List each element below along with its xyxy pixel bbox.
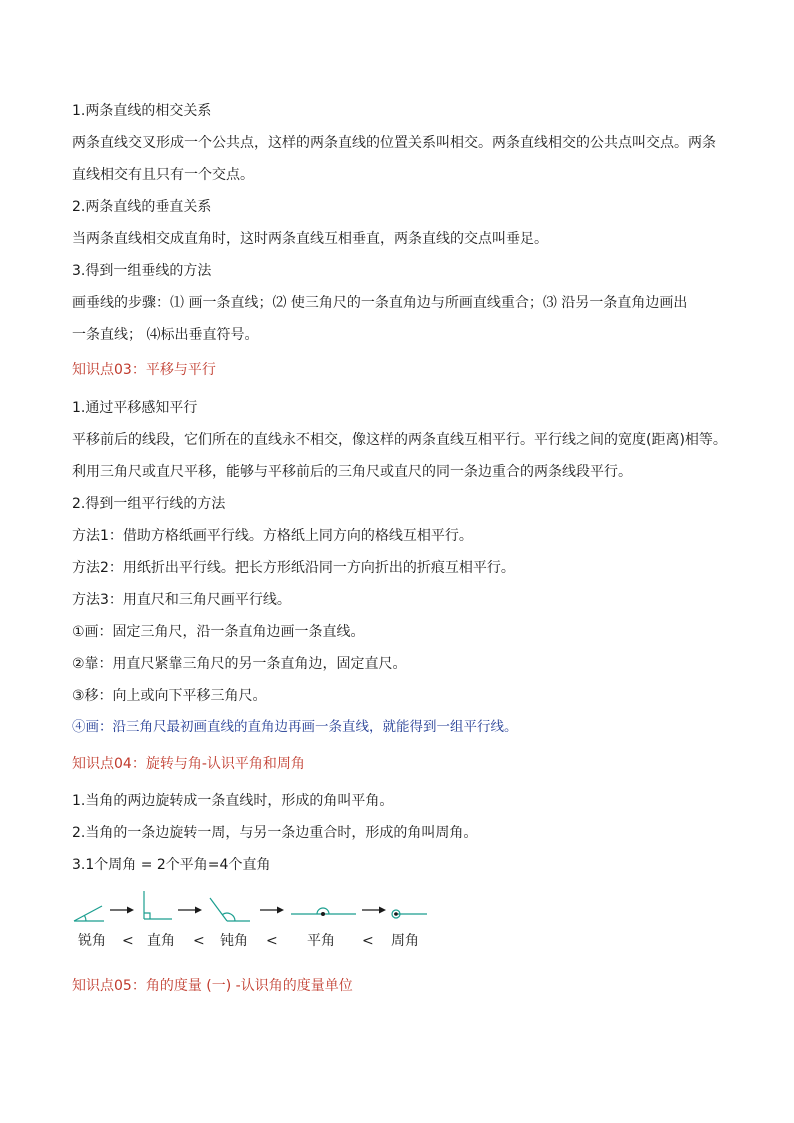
section-title-method: 3.得到一组垂线的方法 — [72, 263, 212, 279]
paragraph-line: 平移前后的线段，它们所在的直线永不相交，像这样的两条直线互相平行。平行线之间的宽度(距离)相等。 — [72, 432, 727, 448]
straight-angle-icon — [291, 908, 356, 916]
paragraph-line: 两条直线交叉形成一个公共点，这样的两条直线的位置关系叫相交。两条直线相交的公共点叫交点。两条 — [72, 135, 716, 151]
full-angle-label: 周角 — [391, 933, 419, 949]
less-than-sign: < — [362, 933, 374, 949]
acute-angle-label: 锐角 — [78, 933, 106, 949]
straight-angle-label: 平角 — [307, 933, 335, 949]
arrow-icon — [362, 907, 386, 914]
heading-knowledge-04: 知识点04：旋转与角-认识平角和周角 — [72, 756, 305, 772]
obtuse-angle-icon — [210, 898, 250, 921]
arrow-icon — [260, 907, 284, 914]
paragraph-line: 直线相交有且只有一个交点。 — [72, 167, 254, 183]
right-angle-label: 直角 — [147, 933, 175, 949]
paragraph-line: 画垂线的步骤：⑴ 画一条直线；⑵ 使三角尺的一条直角边与所画直线重合；⑶ 沿另一条直角边画出 — [72, 295, 688, 311]
step-line: ②靠：用直尺紧靠三角尺的另一条直角边，固定直尺。 — [72, 656, 407, 672]
section-title-parallel-method: 2.得到一组平行线的方法 — [72, 496, 226, 512]
full-angle-icon — [392, 910, 427, 918]
paragraph-line: 一条直线； ⑷标出垂直符号。 — [72, 327, 259, 343]
angle-labels-row — [0, 931, 794, 951]
arrow-icon — [178, 907, 202, 914]
paragraph-line: 3.1个周角 = 2个平角=4个直角 — [72, 857, 271, 873]
step-line: ④画：沿三角尺最初画直线的直角边再画一条直线，就能得到一组平行线。 — [72, 719, 518, 735]
step-line: ①画：固定三角尺，沿一条直角边画一条直线。 — [72, 624, 365, 640]
obtuse-angle-label: 钝角 — [220, 933, 248, 949]
paragraph-line: 方法1：借助方格纸画平行线。方格纸上同方向的格线互相平行。 — [72, 528, 473, 544]
heading-knowledge-03: 知识点03：平移与平行 — [72, 362, 216, 378]
acute-angle-icon — [74, 906, 104, 921]
less-than-sign: < — [122, 933, 134, 949]
step-line: ③移：向上或向下平移三角尺。 — [72, 688, 267, 704]
paragraph-line: 当两条直线相交成直角时，这时两条直线互相垂直，两条直线的交点叫垂足。 — [72, 231, 548, 247]
section-title-intersect: 1.两条直线的相交关系 — [72, 103, 212, 119]
paragraph-line: 2.当角的一条边旋转一周，与另一条边重合时，形成的角叫周角。 — [72, 825, 478, 841]
heading-knowledge-05: 知识点05：角的度量 (一) -认识角的度量单位 — [72, 978, 353, 994]
section-title-translation: 1.通过平移感知平行 — [72, 400, 198, 416]
section-title-perpendicular: 2.两条直线的垂直关系 — [72, 199, 212, 215]
less-than-sign: < — [266, 933, 278, 949]
paragraph-line: 1.当角的两边旋转成一条直线时，形成的角叫平角。 — [72, 793, 394, 809]
less-than-sign: < — [193, 933, 205, 949]
paragraph-line: 方法2：用纸折出平行线。把长方形纸沿同一方向折出的折痕互相平行。 — [72, 560, 515, 576]
paragraph-line: 利用三角尺或直尺平移，能够与平移前后的三角尺或直尺的同一条边重合的两条线段平行。 — [72, 464, 632, 480]
right-angle-icon — [144, 891, 172, 919]
paragraph-line: 方法3：用直尺和三角尺画平行线。 — [72, 592, 291, 608]
arrow-icon — [110, 907, 134, 914]
